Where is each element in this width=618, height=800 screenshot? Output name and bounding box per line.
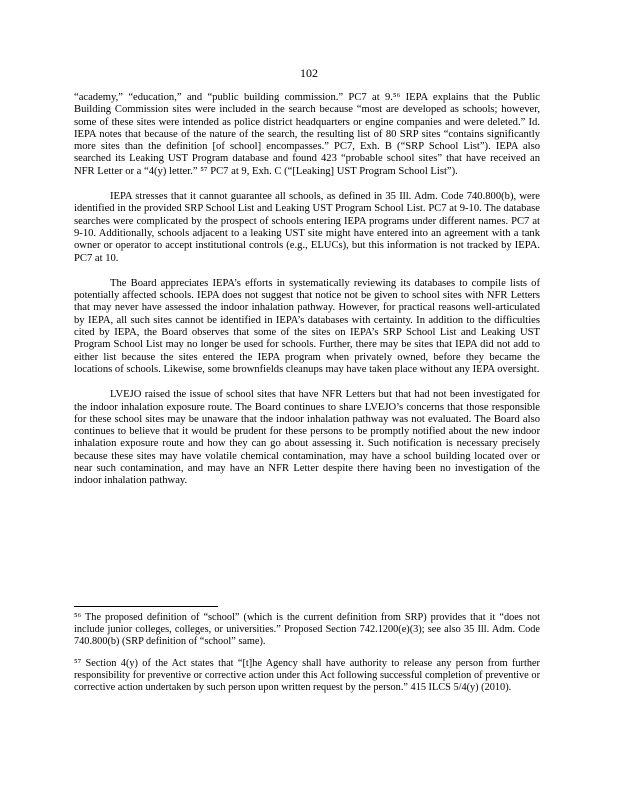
footnote: ⁵⁷ Section 4(y) of the Act states that “[t]he Agency shall have authority to release any person from further responsibility for preventive or corrective action under this Act following successful completion of preventive or corrective action undertaken by such person upon written request by the person.” 415 ILCS 5/4(y) (2010).	[74, 657, 540, 694]
footnotes	[74, 612, 540, 703]
document-body	[74, 92, 540, 501]
footnote: ⁵⁶ The proposed definition of “school” (which is the current definition from SRP) provides that it “does not include junior colleges, colleges, or universities.” Proposed Section 742.1200(e)(3); see also 35 Ill. Adm. Code 740.800(b) (SRP definition of “school” same).	[74, 612, 540, 648]
paragraph: IEPA stresses that it cannot guarantee all schools, as defined in 35 Ill. Adm. Code 740.800(b), were identified in the provided SRP School List and Leaking UST Program School List. PC7 at 9-10. The database searches were complicated by the prospect of schools entering IEPA programs under different names. PC7 at 9-10. Additionally, schools adjacent to a leaking UST site might have entered into an agreement with a tank owner or operator to accept institutional controls (e.g., ELUCs), but this information is not tracked by IEPA. PC7 at 10.	[74, 191, 540, 264]
paragraph: “academy,” “education,” and “public building commission.” PC7 at 9.⁵⁶ IEPA explains that the Public Building Commission sites were included in the search because “most are developed as schools; however, some of these sites were intended as police district headquarters or engine companies and were deleted.” Id. IEPA notes that because of the nature of the search, the resulting list of 80 SRP sites “contains significantly more sites than the definition [of school] encompasses.” PC7, Exh. B (“SRP School List”). IEPA also searched its Leaking UST Program database and found 423 “probable school sites” that have received an NFR Letter or a “4(y) letter.” ⁵⁷ PC7 at 9, Exh. C (“[Leaking] UST Program School List”).	[74, 92, 540, 177]
paragraph: The Board appreciates IEPA’s efforts in systematically reviewing its databases to compile lists of potentially affected schools. IEPA does not suggest that notice not be given to school sites with NFR Letters that may never have assessed the indoor inhalation pathway. However, for practical reasons well-articulated by IEPA, all such sites cannot be identified in IEPA’s databases with certainty. In addition to the difficulties cited by IEPA, the Board observes that some of the sites on IEPA’s SRP School List and Leaking UST Program School List may no longer be used for schools. Further, there may be sites that IEPA did not add to either list because the sites entered the IEPA program when privately owned, before they became the locations of schools. Likewise, some brownfields cleanups may have taken place without any IEPA oversight.	[74, 277, 540, 375]
page-number: 102	[300, 66, 318, 80]
footnote-separator	[74, 606, 218, 607]
paragraph: LVEJO raised the issue of school sites that have NFR Letters but that had not been investigated for the indoor inhalation exposure route. The Board continues to share LVEJO’s concerns that those responsible for these school sites may be unaware that the indoor inhalation pathway was not evaluated. The Board also continues to believe that it would be prudent for these persons to be promptly notified about the new indoor inhalation exposure route and how they can go about assessing it. Such notification is necessary precisely because these sites may have volatile chemical contamination, may have a school building located over or near such contamination, and may have an NFR Letter despite there having been no investigation of the indoor inhalation pathway.	[74, 389, 540, 487]
